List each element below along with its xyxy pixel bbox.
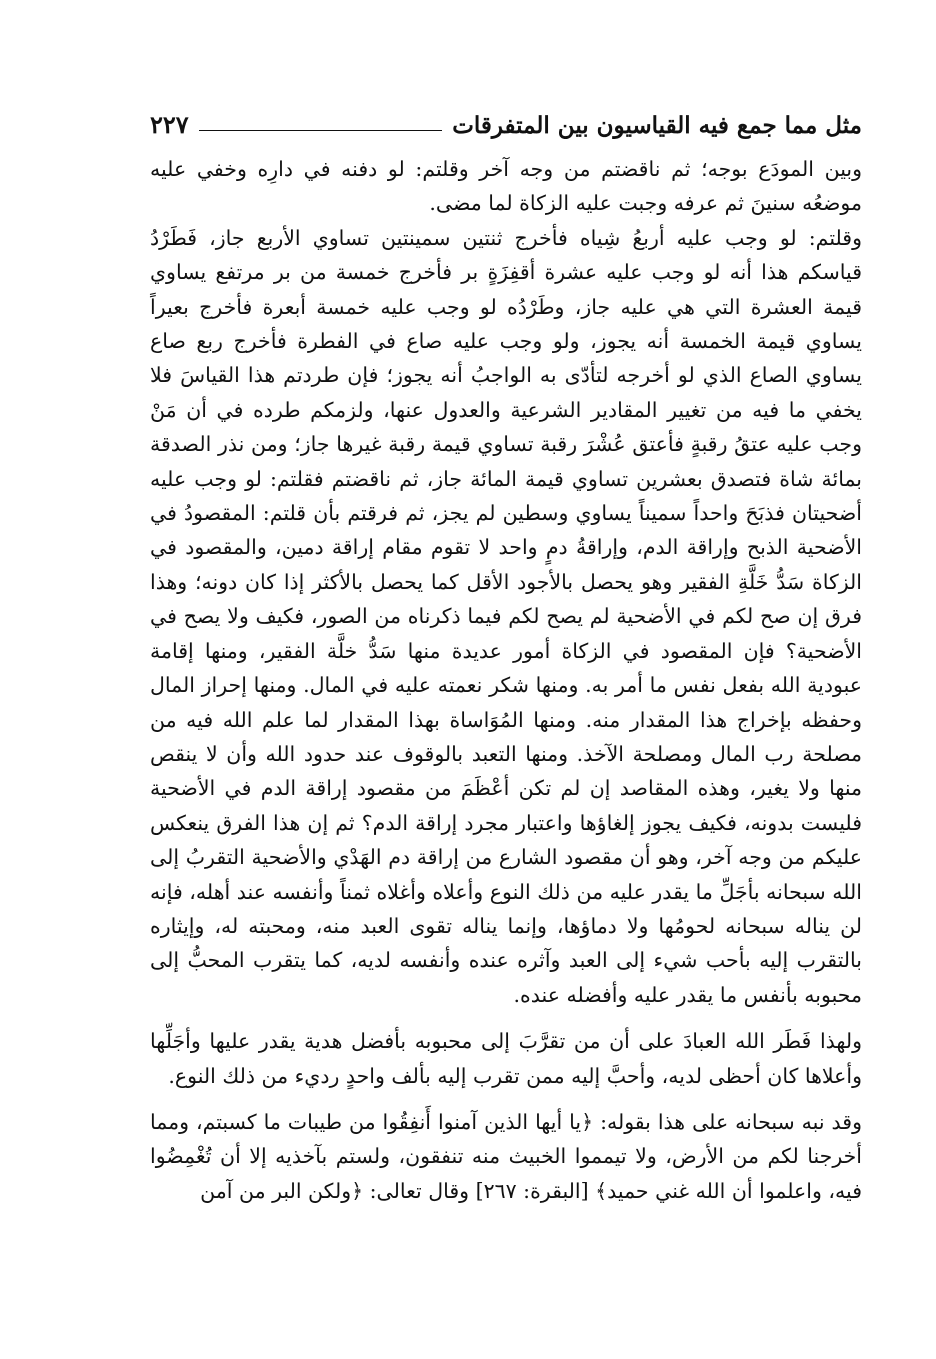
body-text xyxy=(150,152,862,1208)
paragraph-2: وقلتم: لو وجب عليه أربعُ شِياه فأخرج ثنتين سمينتين تساوي الأربع جاز، فَطَرْدُ قياسكم هذا أنه لو وجب عليه عشرة أقفِزَةٍ بر فأخرج خمسة من بر مرتفع يساوي قيمة العشرة التي هي عليه جاز، وطَرْدُه لو وجب عليه خمسة أبعرة فأخرج بعيراً يساوي قيمة الخمسة أنه يجوز، ولو وجب عليه صاع في الفطرة فأخرج ربع صاع يساوي الصاع الذي لو أخرجه لتأدّى به الواجبُ أنه يجوز؛ فإن طردتم هذا القياسَ فلا يخفي ما فيه من تغيير المقادير الشرعية والعدول عنها، ولزمكم طرده في أن مَنْ وجب عليه عتقُ رقبةٍ فأعتق عُشْرَ رقبة تساوي قيمة رقبة غيرها جاز؛ ومن نذر الصدقة بمائة شاة فتصدق بعشرين تساوي قيمة المائة جاز، ثم ناقضتم فقلتم: لو وجب عليه أضحيتان فذبَحَ واحداً سميناً يساوي وسطين لم يجز، ثم فرقتم بأن قلتم: المقصودُ في الأضحية الذبح وإراقة الدم، وإراقةُ دمٍ واحد لا تقوم مقام إراقة دمين، والمقصود في الزكاة سَدُّ خَلَّةِ الفقير وهو يحصل بالأجود الأقل كما يحصل بالأكثر إذا كان دونه؛ وهذا فرق إن صح لكم في الأضحية لم يصح لكم فيما ذكرناه من الصور، فكيف ولا يصح في الأضحية؟ فإن المقصود في الزكاة أمور عديدة منها سَدُّ خلَّة الفقير، ومنها إقامة عبودية الله بفعل نفس ما أمر به. ومنها شكر نعمته عليه في المال. ومنها إحراز المال وحفظه بإخراج هذا المقدار منه. ومنها المُوَاساة بهذا المقدار لما علم الله فيه من مصلحة رب المال ومصلحة الآخذ. ومنها التعبد بالوقوف عند حدود الله وأن لا ينقص منها ولا يغير، وهذه المقاصد إن لم تكن أعْظَمَ من مقصود إراقة الدم في الأضحية فليست بدونه، فكيف يجوز إلغاؤها واعتبار مجرد إراقة الدم؟ ثم إن هذا الفرق ينعكس عليكم من وجه آخر، وهو أن مقصود الشارع من إراقة دم الهَدْي والأضحية التقربُ إلى الله سبحانه بأجَلِّ ما يقدر عليه من ذلك النوع وأعلاه وأغلاه ثمناً وأنفسه عند أهله، فإنه لن يناله سبحانه لحومُها ولا دماؤها، وإنما يناله تقوى العبد منه، ومحبته له، وإيثاره بالتقرب إليه بأحب شيء إلى العبد وآثره عنده وأنفسه لديه، كما يتقرب المحبُّ إلى محبوبه بأنفس ما يقدر عليه وأفضله عنده. xyxy=(150,225,862,1007)
page-number: ٢٢٧ xyxy=(150,110,189,139)
page-header xyxy=(150,93,862,137)
running-title: مثل مما جمع فيه القياسيون بين المتفرقات xyxy=(452,112,862,139)
paragraph-1: وبين المودَع بوجه؛ ثم ناقضتم من وجه آخر وقلتم: لو دفنه في دارِه وخفي عليه موضعُه سنينَ ثم عرفه وجبت عليه الزكاة لما مضى. xyxy=(150,157,862,216)
paragraph-3: ولهذا فَطَر الله العبادَ على أن من تقرَّبَ إلى محبوبه بأفضل هدية يقدر عليها وأجَلِّها وأعلاها كان أحظى لديه، وأحبَّ إليه ممن تقرب إليه بألف واحدٍ رديء من ذلك النوع. xyxy=(150,1029,862,1088)
header-rule xyxy=(199,130,443,131)
paragraph-4: وقد نبه سبحانه على هذا بقوله: ﴿يا أيها الذين آمنوا أَنفِقُوا من طيبات ما كسبتم، ومما أخرجنا لكم من الأرض، ولا تيمموا الخبيث منه تنفقون، ولستم بآخذيه إلا أن تُغْمِضُوا فيه، واعلموا أن الله غني حميد﴾ [البقرة: ٢٦٧] وقال تعالى: ﴿ولكن البر من آمن xyxy=(150,1109,862,1203)
